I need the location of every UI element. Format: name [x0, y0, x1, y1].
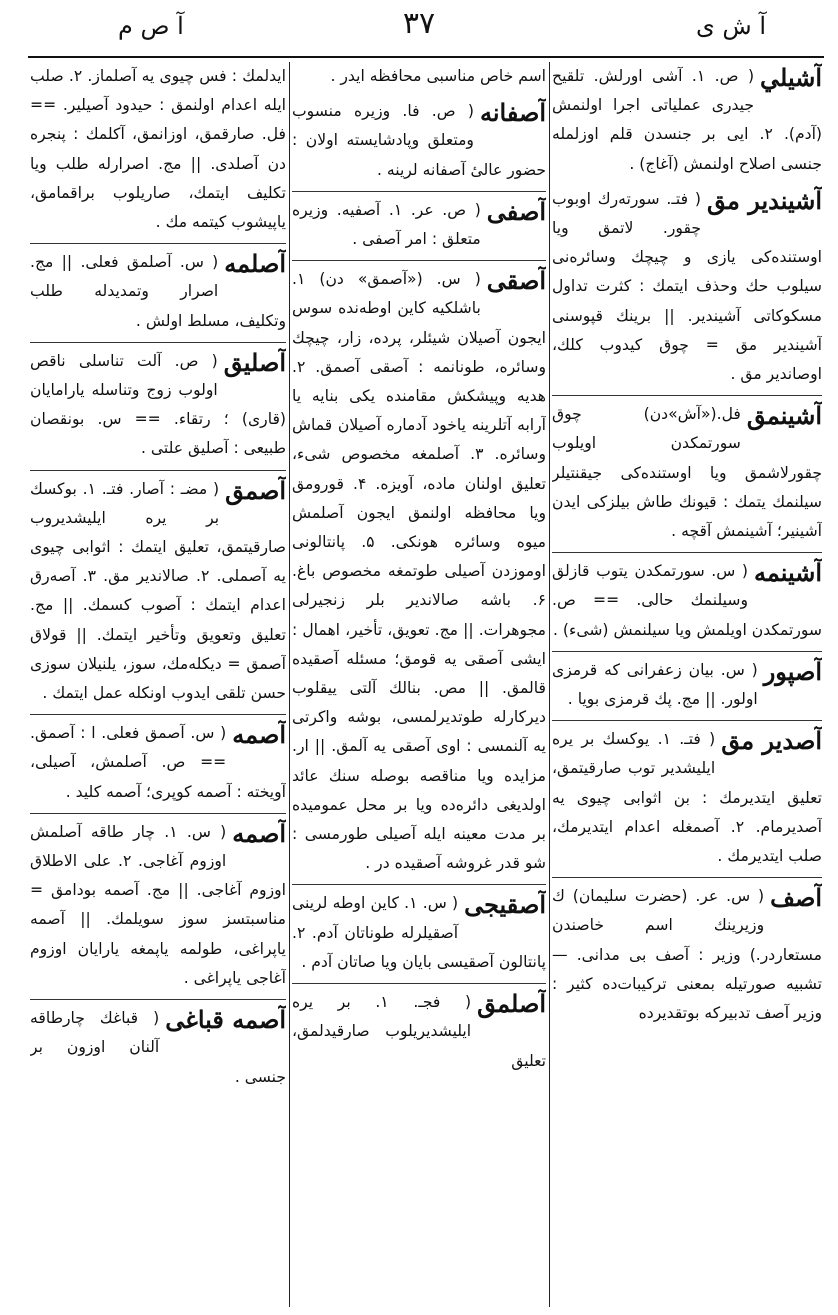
entry-headword: آصمه قباغى — [165, 1005, 286, 1035]
entry-definition: ( س. بيان زعفرانى كه قرمزى اولور. || مج. پك قرمزى بويا . — [552, 660, 758, 709]
entry-definition: ايدلمك : فس چيوى يه آصلماز. ۲. صلب ايله اعدام اولنمق : حيدود آصيلير. == فل. صارقمق، اوزانمق، آكلمك : پنجره دن آصلدى. || مج. اصرارله طلب ويا تكليف ايتمك، صاريلوب براقمامق، ياپيشوب كيتمه مك . — [30, 67, 286, 232]
entry-definition: ( فتـ. سورتەرك اوبوب چقور. لاتمق ويا اوستندەكى يازى و چيچك وسائرەنى سيلوب حك وحذف ايتمك : كثرت تداول مسكوكاتى آشيندير. || برينك قپوسنى آشيندير مق = چوق كيدوب كلك، اوصاندير مق . — [552, 189, 822, 384]
entry-definition: ( س. ۱. كاين اوطه لرينى آصقيلرله طوناتان آدم. ۲. پانتالون آصقيسى بايان ويا صاتان آدم . — [292, 894, 546, 971]
entry-definition: ( ص. ۱. آشى اورلش. تلقيح جيدرى عملياتى اجرا اولنمش (آدم). ۲. ايى بر جنسدن قلم اوزلمله جنسى اصلاح اولنمش (آغاج) . — [552, 67, 822, 173]
entry-headword: آصمه — [232, 818, 286, 848]
dictionary-entry — [30, 719, 286, 814]
entry-definition: ( قباغك چارطاقه آلنان اوزون بر جنسى . — [30, 1009, 286, 1086]
entry-headword: آصقيجى — [464, 890, 546, 920]
dictionary-entry — [30, 347, 286, 471]
entry-headword: آصلمق — [477, 989, 546, 1019]
header-left-letters: آ ص م — [118, 12, 184, 40]
entry-definition: ( س. سورتمكدن يتوب قازلق وسيلنمك حالى. == ص. سورتمكدن اويلمش ويا سيلنمش (شىء) . — [552, 562, 822, 639]
entry-definition: ( ص. آلت تناسلى ناقص اولوب زوج وتناسله يارامايان (قارى) ؛ رتقاء. == س. بونقصان طبيعى : آصليق علتى . — [30, 351, 286, 458]
dictionary-entry — [292, 265, 546, 885]
entry-headword: آصدير مق — [721, 726, 822, 756]
entry-headword: آصپور — [763, 656, 822, 686]
entry-definition: اسم خاص مناسبى محافظه ايدر . — [330, 67, 546, 85]
entry-headword: آصليق — [223, 347, 286, 377]
dictionary-entry — [30, 1004, 286, 1098]
entry-headword: آصف — [770, 883, 822, 913]
dictionary-entry — [552, 882, 822, 1034]
page-number: ۳۷ — [402, 6, 436, 41]
dictionary-entry — [292, 62, 546, 97]
dictionary-entry — [552, 557, 822, 652]
entry-headword: آشينمه — [753, 558, 822, 588]
entry-definition: ( س. ۱. چار طاقه آصلمش اوزوم آغاجى. ۲. على الاطلاق اوزوم آغاجى. || مج. آصمه بودامق = مناسبتسز سوز سويلمك. || آصمه ياپراغى، طولمه ياپمغه يارايان اوزوم آغاجى ياپراغى . — [30, 822, 286, 987]
entry-definition: ( فتـ. ۱. يوكسك بر يره ايليشدير توب صارقيتمق، تعليق ايتديرمك : بن اثوابى چيوى يه آصديرمام. ۲. آصمغله اعدام ايتديرمك، صلب ايتديرمك . — [552, 730, 822, 866]
column-left — [30, 62, 286, 1307]
dictionary-entry — [292, 988, 546, 1082]
dictionary-entry — [552, 656, 822, 721]
dictionary-entry — [292, 889, 546, 984]
dictionary-entry — [30, 248, 286, 343]
page-header — [0, 0, 838, 56]
entry-definition: ( فجـ. ۱. بر يره ايليشديريلوب صارقيدلمق، تعليق — [292, 993, 546, 1070]
column-divider — [549, 62, 550, 1307]
dictionary-entry — [30, 818, 286, 1000]
dictionary-entry — [552, 725, 822, 878]
entry-headword: آصمه — [232, 720, 286, 750]
entry-definition: ( مضـ : آصار. فتـ. ۱. بوكسك بر يره ايليشديروب صارقيتمق، تعليق ايتمك : اثوابى چيوى يه آصملى. ۲. صالاندير مق. ۳. آصەرق اعدام ايتمك : آصوب كسمك. || مج. تعليق وتعويق وتأخير ايتمك. || قولاق آصمق = ديكلەمك، سوز، يلنيلان سوزى حسن تلقى ايدوب اونكله عمل ايتمك . — [30, 479, 286, 703]
entry-headword: آصفى — [486, 196, 546, 226]
dictionary-entry — [30, 475, 286, 716]
entry-headword: آصفانه — [479, 98, 546, 128]
entry-headword: آشينمق — [746, 401, 822, 431]
dictionary-entry — [552, 400, 822, 553]
entry-definition: ( س. («آصمق» دن) ۱. باشلكيه كاين اوطەندە سوس ايجون آصيلان شيئلر، پردە، زار، چيچك وسائرە، طونانمە : آصقى آصمق. ۲. هديه وپيشكش مقامندە يكى بنايه يا آرابه آتلرينه ياخود آدمارە آصيلان قماش وسائرە. ۳. آصلمغه مخصوص شىء، تعليق اولنان مادە، آويزه. ۴. قورومق ويا محافظه اولنمق ايجون آصلمش ميوە وسائرە هونكى. ۵. پانتالونى اوموزدن آصيلى طوتمغه مخصوص باغ. ۶. باشه صالاندير بلر زنجيرلى مجوهرات. || مج. تعويق، تأخير، اهمال : ايشى آصقى يه قومق؛ مسئلە آصقيدە قالمق. || مص. بنالك آلتى ييقلوب ديركارله طوتديرلمسى، بوشه واكرتى يه آلنمسى : اوى آصقى يه آلمق. || ار. مزايدە ويا مناقصه بوصله سنك عائد اولديغى دائرەدە ويا بر محل عموميدە بر مدت معينه ايله آصيلى طورمسى : شو قدر غروشه آصقيدە در . — [292, 270, 546, 873]
entry-definition: ( ص. فا. وزيره منسوب ومتعلق وپادشايسته اولان : حضور عالیٔ آصفانه لرينه . — [292, 102, 546, 179]
entry-definition: ( ص. عر. ۱. آصفيه. وزيره متعلق : امر آصفى . — [292, 200, 481, 249]
entry-headword: آصمق — [225, 475, 286, 505]
entry-definition: ( س. آصمق فعلى. ا : آصمق. == ص. آصلمش، آصيلى، آويخته : آصمه كوپرى؛ آصمه كليد . — [30, 724, 286, 801]
dictionary-entry — [292, 196, 546, 261]
header-rule — [28, 56, 824, 58]
entry-definition: ( س. آصلمق فعلى. || مج. اصرار وتمديدله طلب وتكليف، مسلط اولش . — [30, 253, 286, 330]
entry-headword: آصقى — [486, 266, 546, 296]
column-divider — [289, 62, 290, 1307]
entry-definition: فل.(«آش»دن) چوق سورتمكدن اويلوب چقورلاشمق ويا اوستندەكى جيقنتيلر سيلنمك يتمك : قيونك طاش بيلزكى ايدن آشينير؛ آشينمش آقچه . — [552, 405, 822, 541]
dictionary-entry — [552, 185, 822, 396]
header-right-letters: آ ش ى — [695, 12, 766, 40]
column-middle — [292, 62, 546, 1307]
entry-definition: ( س. عر. (حضرت سليمان) ك وزيرينك اسم خاصندن مستعاردر.) وزير : آصف بى مدانى. — تشبيه صورتيله بمعنى تركيبات‌دە كثير : وزير آصف تدبيركه بوتقديرده — [552, 887, 822, 1023]
dictionary-entry — [292, 97, 546, 192]
entry-headword: آشيندير مق — [706, 185, 822, 215]
dictionary-entry — [30, 62, 286, 244]
column-right — [552, 62, 822, 1307]
entry-headword: آشيلي — [760, 63, 822, 92]
dictionary-entry — [552, 62, 822, 185]
entry-headword: آصلمه — [224, 249, 286, 279]
